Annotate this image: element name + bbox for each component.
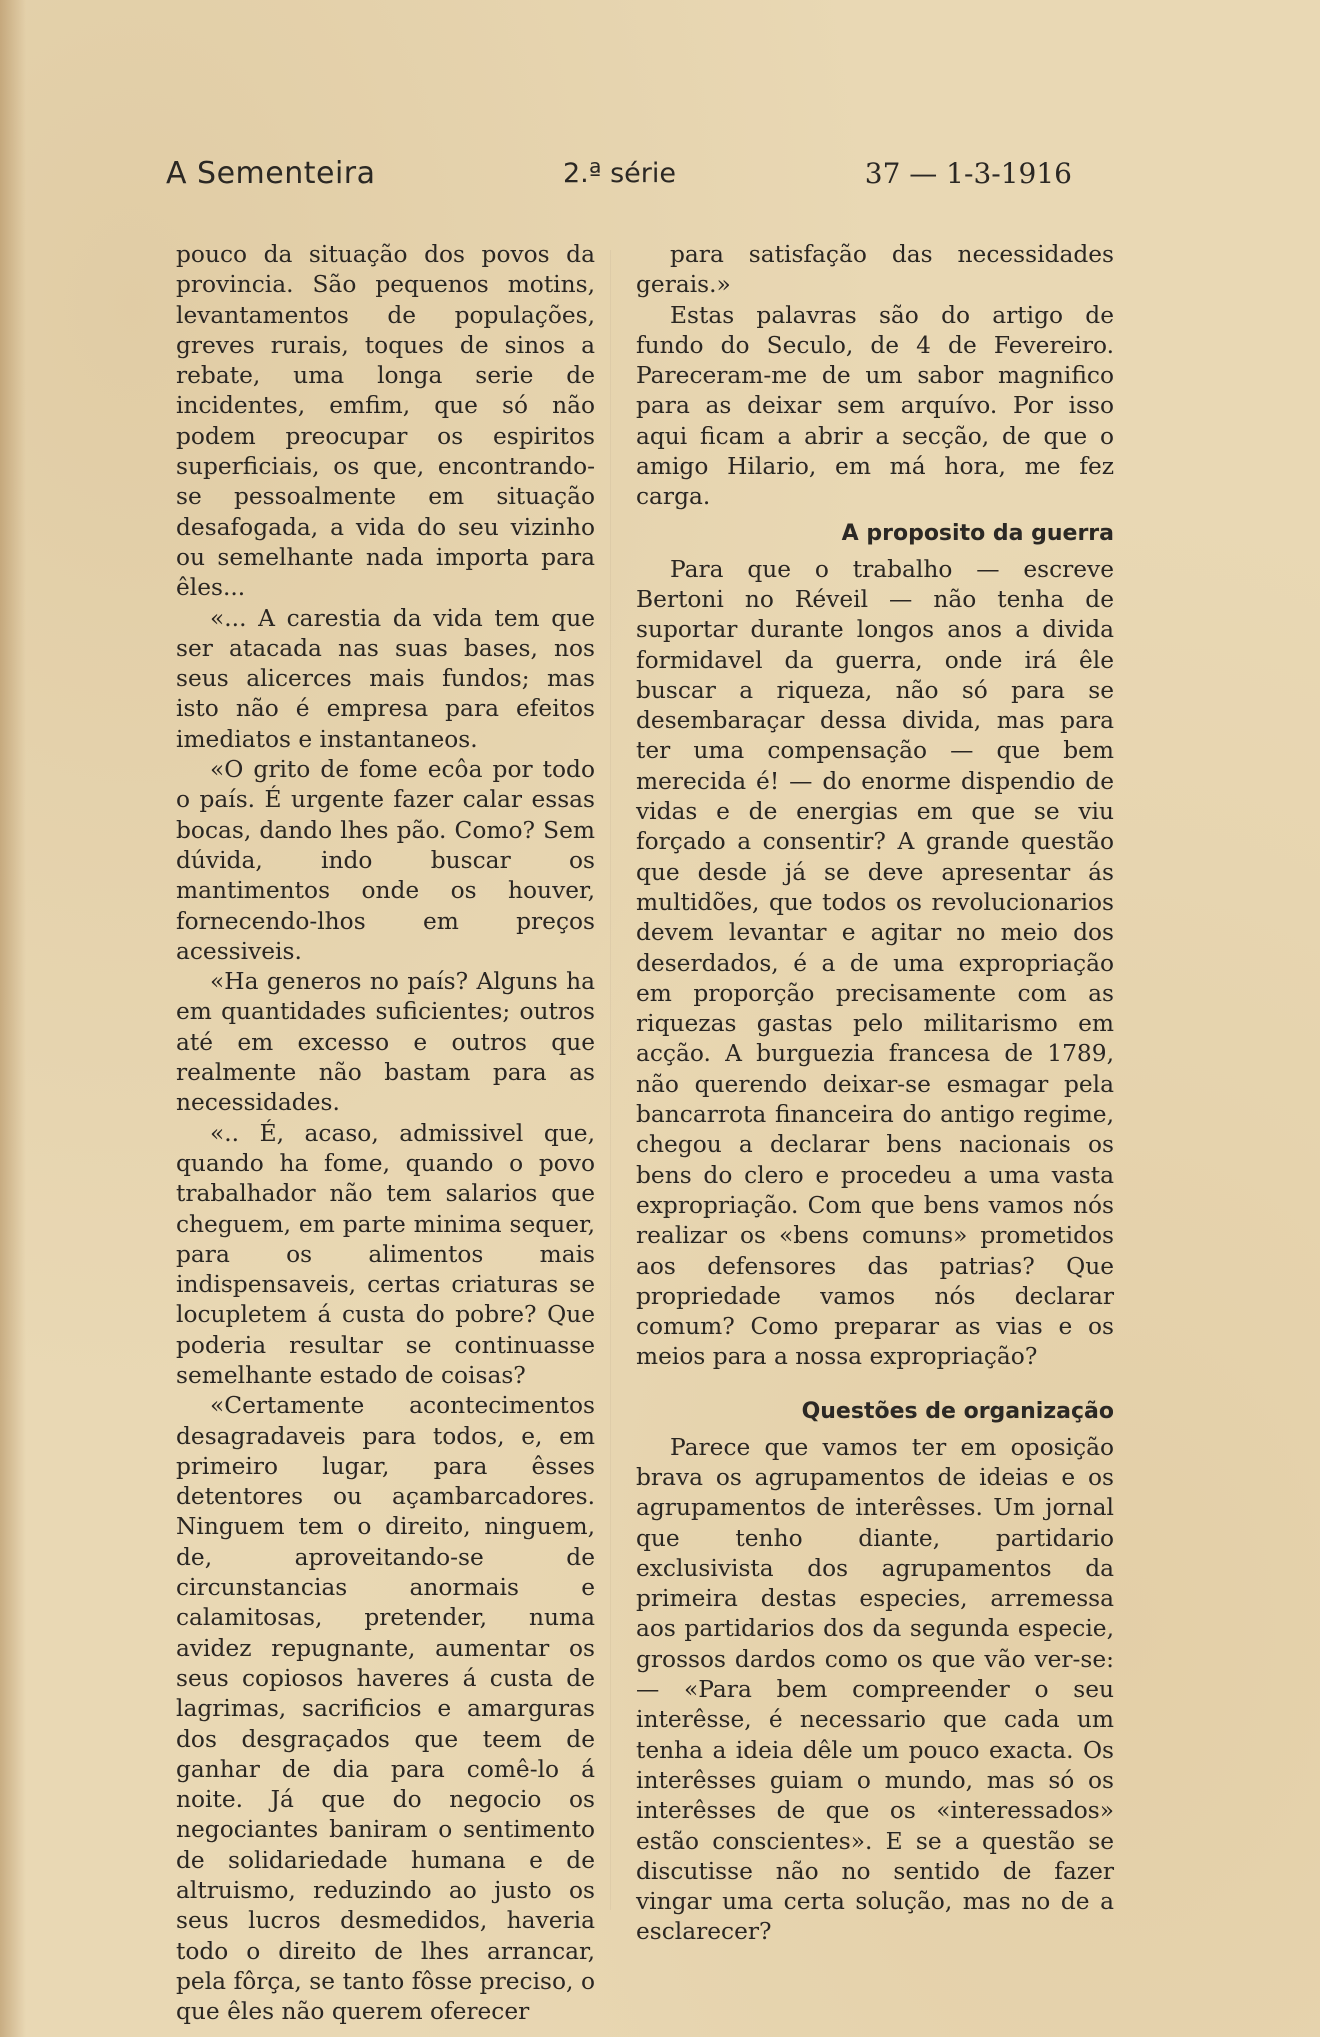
page-header — [166, 156, 1072, 196]
right-column — [636, 240, 1114, 1948]
paragraph: «Ha generos no país? Alguns ha em quantidades suficientes; outros até em excesso e outros que realmente não bastam para as necessidades. — [176, 968, 595, 1117]
paragraph: para satisfação das necessidades gerais.» — [636, 241, 1114, 299]
issue-number-date: 37 — 1-3-1916 — [864, 157, 1072, 190]
paragraph: Parece que vamos ter em oposição brava os agrupamentos de ideias e os agrupamentos de interêsses. Um jornal que tenho diante, partidario exclusivista dos agrupamentos da primeira destas especies, arremessa aos partidarios dos da segunda especie, grossos dardos como os que vão ver-se: — «Para bem compreender o seu interêsse, é necessario que cada um tenha a ideia dêle um pouco exacta. Os interêsses guiam o mundo, mas só os interêsses de que os «interessados» estão conscientes». E se a questão se discutisse não no sentido de fazer vingar uma certa solução, mas no de a esclarecer? — [636, 1433, 1114, 1946]
section-heading: Questões de organização — [801, 1398, 1114, 1424]
section-heading: A proposito da guerra — [841, 520, 1114, 546]
left-column — [176, 240, 595, 2028]
paragraph: pouco da situação dos povos da provincia. São pequenos motins, levantamentos de populações, greves rurais, toques de sinos a rebate, uma longa serie de incidentes, emfim, que só não podem preocupar os espiritos superficiais, os que, encontrando-se pessoalmente em situação desafogada, a vida do seu vizinho ou semelhante nada importa para êles... — [176, 241, 595, 602]
journal-title: A Sementeira — [166, 156, 376, 191]
paragraph: «.. É, acaso, admissivel que, quando ha fome, quando o povo trabalhador não tem salarios que cheguem, em parte minima sequer, para os alimentos mais indispensaveis, certas criaturas se locupletem á custa do pobre? Que poderia resultar se continuasse semelhante estado de coisas? — [176, 1119, 595, 1389]
paragraph: «... A carestia da vida tem que ser atacada nas suas bases, nos seus alicerces mais fundos; mas isto não é empresa para efeitos imediatos e instantaneos. — [176, 604, 595, 753]
paragraph: «O grito de fome ecôa por todo o país. É urgente fazer calar essas bocas, dando lhes pão. Como? Sem dúvida, indo buscar os mantimentos onde os houver, fornecendo-lhos em preços acessiveis. — [176, 756, 595, 965]
paragraph: Para que o trabalho — escreve Bertoni no Réveil — não tenha de suportar durante longos anos a divida formidavel da guerra, onde irá êle buscar a riqueza, não só para se desembaraçar dessa divida, mas para ter uma compensação — que bem merecida é! — do enorme dispendio de vidas e de energias em que se viu forçado a consentir? A grande questão que desde já se deve apresentar ás multidões, que todos os revolucionarios devem levantar e agitar no meio dos deserdados, é a de uma expropriação em proporção precisamente com as riquezas gastas pelo militarismo em acção. A burguezia francesa de 1789, não querendo deixar-se esmagar pela bancarrota financeira do antigo regime, chegou a declarar bens nacionais os bens do clero e procedeu a uma vasta expropriação. Com que bens vamos nós realizar os «bens comuns» prometidos aos defensores das patrias? Que propriedade vamos nós declarar comum? Como preparar as vias e os meios para a nossa expropriação? — [636, 555, 1114, 1371]
paragraph: «Certamente acontecimentos desagradaveis para todos, e, em primeiro lugar, para êsses detentores ou açambarcadores. Ninguem tem o direito, ninguem, de, aproveitando-se de circunstancias anormais e calamitosas, pretender, numa avidez repugnante, aumentar os seus copiosos haveres á custa de lagrimas, sacrificios e amarguras dos desgraçados que teem de ganhar de dia para comê-lo á noite. Já que do negocio os negociantes baniram o sentimento de solidariedade humana e de altruismo, reduzindo ao justo os seus lucros desmedidos, haveria todo o direito de lhes arrancar, pela fôrça, se tanto fôsse preciso, o que êles não querem oferecer — [176, 1392, 595, 2026]
column-divider — [610, 250, 611, 1910]
series-label: 2.ª série — [563, 158, 676, 189]
paragraph: Estas palavras são do artigo de fundo do Seculo, de 4 de Fevereiro. Pareceram-me de um sabor magnifico para as deixar sem arquívo. Por isso aqui ficam a abrir a secção, de que o amigo Hilario, em má hora, me fez carga. — [636, 301, 1114, 511]
page-edge-shadow — [0, 0, 26, 2037]
